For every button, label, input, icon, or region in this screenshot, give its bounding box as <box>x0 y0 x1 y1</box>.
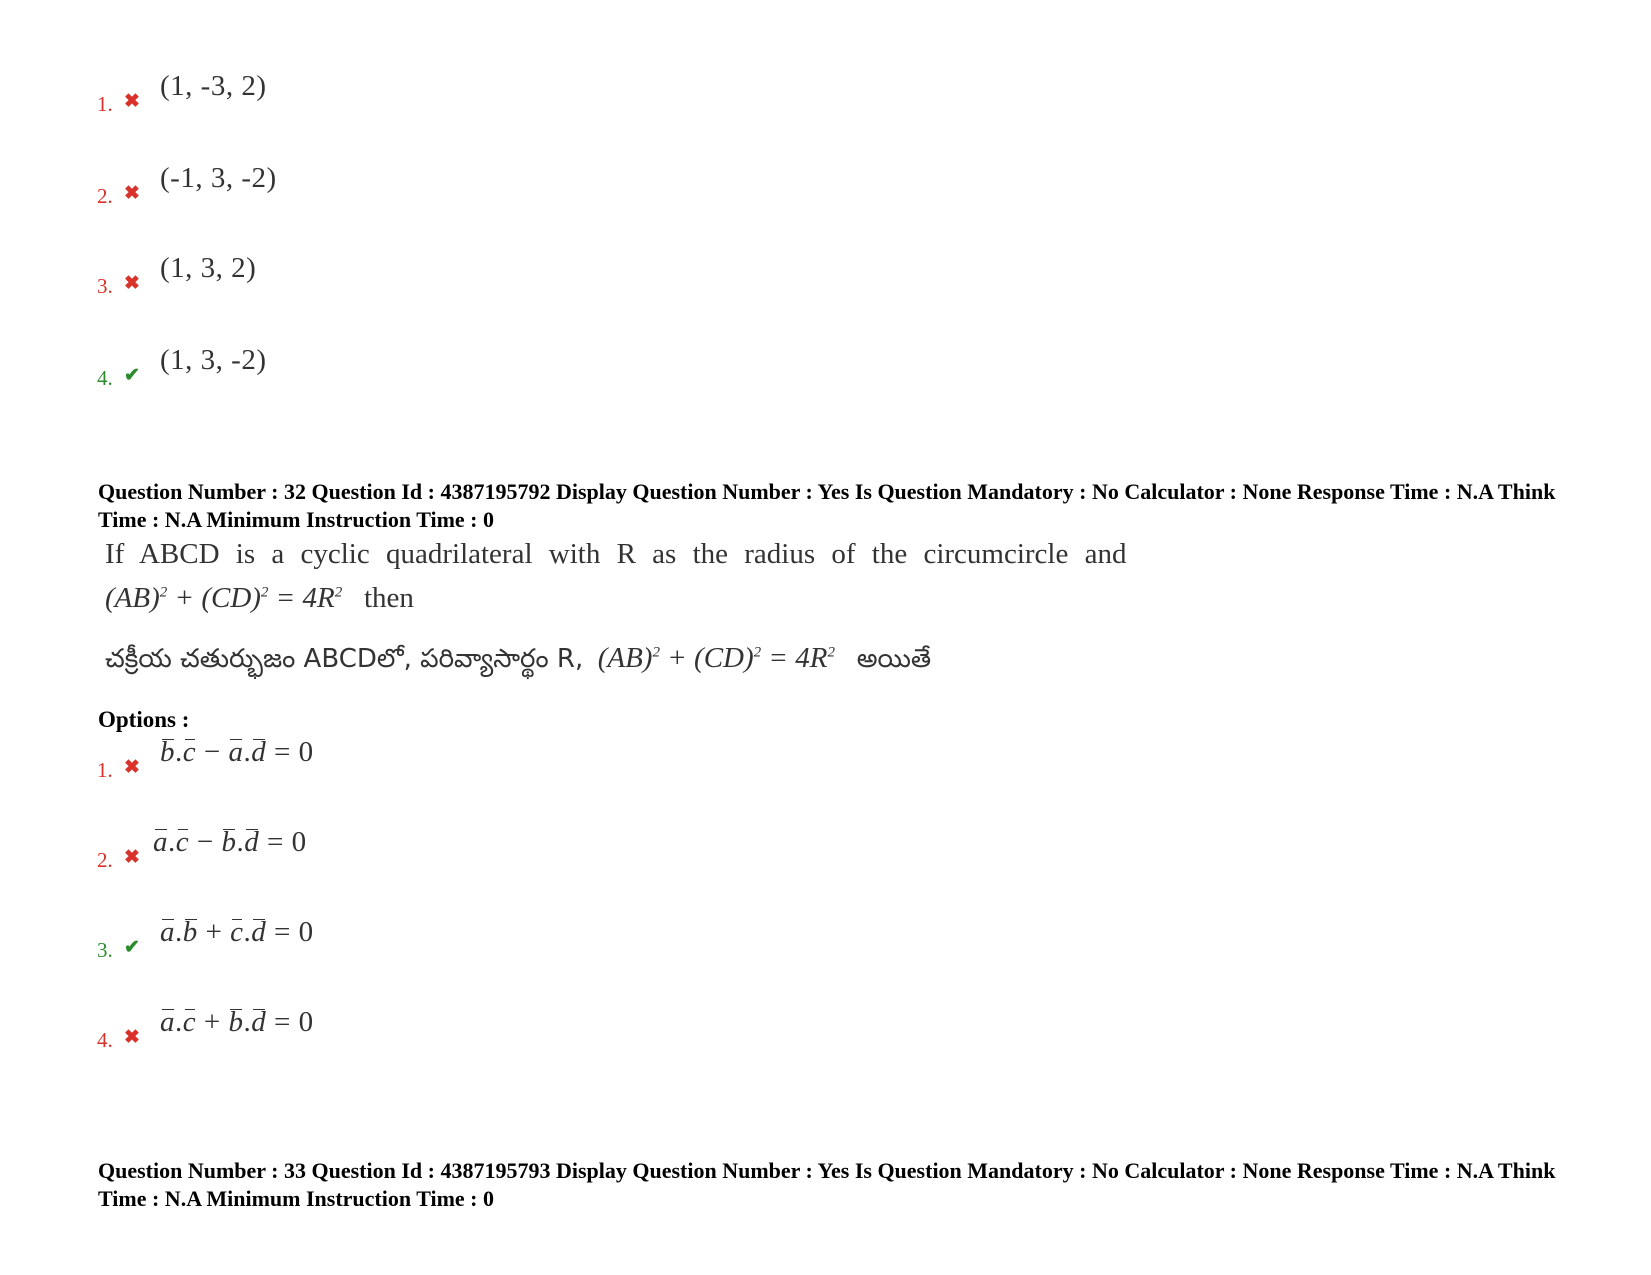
option-equation: a.c − b.d = 0 <box>153 826 307 858</box>
option-number: 3. <box>97 938 113 962</box>
option-value: (1, 3, -2) <box>160 344 267 376</box>
check-mark-icon: ✔ <box>124 937 140 958</box>
wrong-mark-icon: ✖ <box>124 183 140 204</box>
option-number: 4. <box>97 1028 113 1052</box>
telugu-text: చక్రీయ చతుర్భుజం ABCDలో, పరివ్యాసార్థం R, <box>105 644 584 674</box>
option-equation: a.c + b.d = 0 <box>160 1006 314 1038</box>
question-32-telugu-line <box>105 642 931 680</box>
question-32-english-line1 <box>105 538 1126 571</box>
option-value: (1, 3, 2) <box>160 252 257 284</box>
option-value: (1, -3, 2) <box>160 70 267 102</box>
option-number: 3. <box>97 274 113 298</box>
option-number: 1. <box>97 758 113 782</box>
check-mark-icon: ✔ <box>124 365 140 386</box>
question-text: If ABCD is a cyclic quadrilateral with R as the radius of the circumcircle and <box>105 538 1127 570</box>
wrong-mark-icon: ✖ <box>124 273 140 294</box>
wrong-mark-icon: ✖ <box>124 847 140 868</box>
question-32-english-line2 <box>105 582 414 615</box>
telugu-text: అయితే <box>856 644 932 674</box>
wrong-mark-icon: ✖ <box>124 91 140 112</box>
wrong-mark-icon: ✖ <box>124 757 140 778</box>
option-number: 4. <box>97 366 113 390</box>
option-number: 1. <box>97 92 113 116</box>
question-33-meta: Question Number : 33 Question Id : 4387195793 Display Question Number : Yes Is Question Mandatory : No Calculator : None Response Time : N.A Think Time : N.A Minimum Instruction Time : 0 <box>98 1158 1556 1211</box>
option-value: (-1, 3, -2) <box>160 162 277 194</box>
wrong-mark-icon: ✖ <box>124 1027 140 1048</box>
equation: $(AB)^2 + (CD)^2 = 4R^2$ <box>597 642 835 674</box>
options-label: Options : <box>98 707 190 732</box>
question-32-meta: Question Number : 32 Question Id : 4387195792 Display Question Number : Yes Is Question Mandatory : No Calculator : None Response Time : N.A Think Time : N.A Minimum Instruction Time : 0 <box>98 479 1556 532</box>
option-equation: a.b + c.d = 0 <box>160 916 314 948</box>
option-number: 2. <box>97 184 113 208</box>
equation: $(AB)^2 + (CD)^2 = 4R^2$ <box>105 582 343 614</box>
option-equation: b.c − a.d = 0 <box>160 736 314 768</box>
then-text: then <box>363 582 414 614</box>
option-number: 2. <box>97 848 113 872</box>
